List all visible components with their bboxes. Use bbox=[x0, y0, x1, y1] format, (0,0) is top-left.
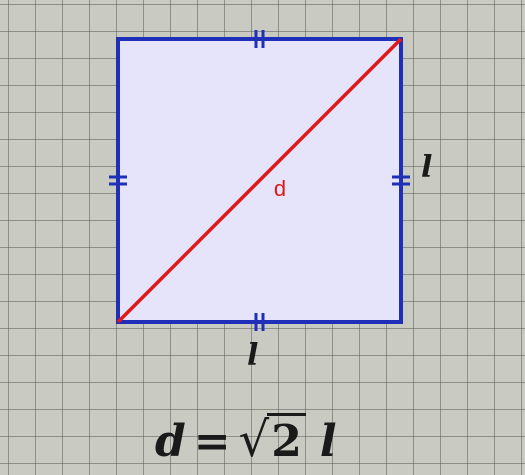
diagonal-label: d bbox=[273, 176, 287, 201]
formula bbox=[155, 412, 337, 468]
formula-radicand: 2 bbox=[267, 413, 306, 467]
formula-rhs-var: l bbox=[319, 416, 337, 467]
formula-lhs: d bbox=[155, 416, 186, 467]
side-label-bottom: l bbox=[247, 338, 259, 373]
root-sign: √ bbox=[238, 412, 270, 468]
formula-equals: = bbox=[193, 416, 231, 467]
formula-radical bbox=[239, 412, 306, 468]
side-label-right: l bbox=[421, 150, 433, 185]
